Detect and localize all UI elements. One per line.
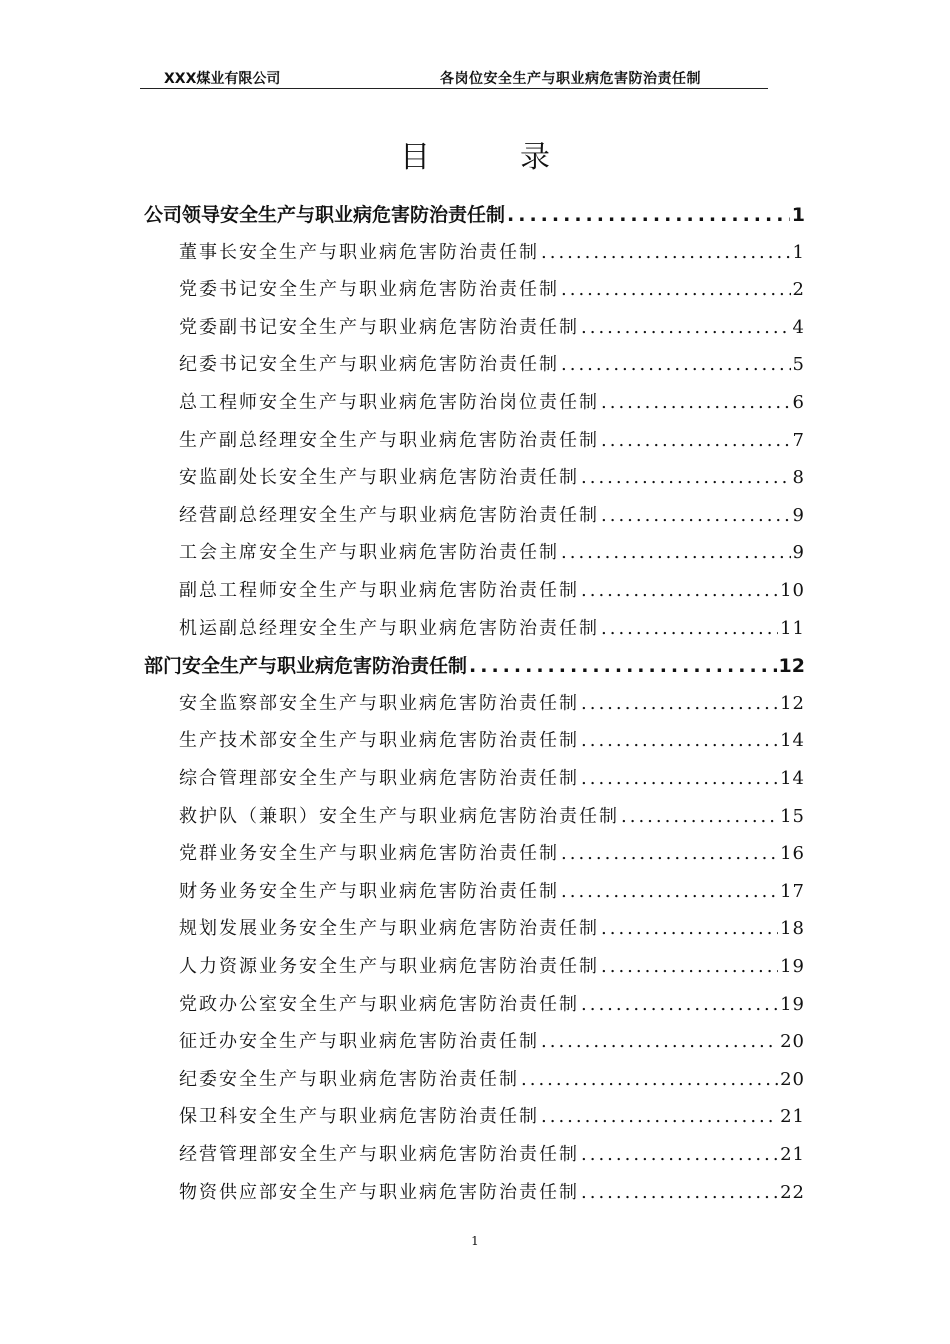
toc-dot-leader <box>601 918 778 939</box>
toc-dot-leader <box>521 1069 778 1090</box>
toc-dot-leader <box>581 1144 778 1165</box>
toc-entry-title: 物资供应部安全生产与职业病危害防治责任制 <box>179 1181 579 1203</box>
toc-entry-title: 救护队（兼职）安全生产与职业病危害防治责任制 <box>179 805 619 827</box>
toc-dot-leader <box>581 768 778 789</box>
toc-entry-title: 财务业务安全生产与职业病危害防治责任制 <box>179 880 559 902</box>
toc-entry-page: 12 <box>778 655 805 678</box>
toc-entry[interactable] <box>179 275 805 303</box>
toc-entry[interactable] <box>179 689 805 717</box>
toc-entry[interactable] <box>179 726 805 754</box>
toc-entry[interactable] <box>179 839 805 867</box>
toc-entry-title: 安全监察部安全生产与职业病危害防治责任制 <box>179 692 579 714</box>
toc-entry[interactable] <box>179 1065 805 1093</box>
toc-entry-page: 1 <box>792 241 805 263</box>
toc-entry-page: 19 <box>780 993 805 1015</box>
toc-entry[interactable] <box>179 877 805 905</box>
toc-entry-page: 9 <box>792 542 805 564</box>
toc-dot-leader <box>541 1031 778 1052</box>
toc-entry-page: 14 <box>780 768 805 789</box>
toc-entry-page: 10 <box>780 580 805 601</box>
toc-entry[interactable] <box>179 388 805 416</box>
toc-entry-title: 党群业务安全生产与职业病危害防治责任制 <box>179 843 559 865</box>
toc-entry-page: 18 <box>780 918 805 940</box>
toc-entry[interactable] <box>179 313 805 341</box>
toc-entry[interactable] <box>179 238 805 266</box>
toc-entry[interactable] <box>179 764 805 792</box>
toc-title <box>0 132 950 176</box>
toc-dot-leader <box>541 242 791 263</box>
page-header <box>140 66 768 89</box>
toc-entry-page: 9 <box>792 504 805 526</box>
toc-entry-page: 1 <box>791 204 805 226</box>
toc-dot-leader <box>581 994 778 1015</box>
toc-dot-leader <box>601 618 778 639</box>
toc-entry[interactable] <box>179 1140 805 1168</box>
toc-dot-leader <box>581 730 778 751</box>
toc-entry[interactable] <box>179 952 805 980</box>
toc-dot-leader <box>561 279 791 300</box>
toc-dot-leader <box>561 881 778 902</box>
toc-entry[interactable] <box>179 1027 805 1055</box>
toc-entry-page: 20 <box>780 1068 805 1090</box>
toc-entry[interactable] <box>179 802 805 830</box>
toc-entry-page: 19 <box>780 956 805 977</box>
toc-entry-title: 公司领导安全生产与职业病危害防治责任制 <box>144 204 506 226</box>
toc-dot-leader <box>601 392 791 413</box>
toc-entry-page: 7 <box>792 429 805 451</box>
toc-entry[interactable] <box>179 1178 805 1206</box>
toc-dot-leader <box>581 1182 778 1203</box>
toc-entry[interactable] <box>179 350 805 378</box>
toc-entry-title: 生产技术部安全生产与职业病危害防治责任制 <box>179 730 579 752</box>
toc-entry-title: 保卫科安全生产与职业病危害防治责任制 <box>179 1106 539 1128</box>
toc-entry-title: 党委副书记安全生产与职业病危害防治责任制 <box>179 316 579 338</box>
toc-dot-leader <box>561 542 791 563</box>
toc-entry-title: 征迁办安全生产与职业病危害防治责任制 <box>179 1031 539 1053</box>
toc-dot-leader <box>581 580 778 601</box>
toc-entry-title: 党政办公室安全生产与职业病危害防治责任制 <box>179 993 579 1015</box>
toc-entry[interactable] <box>179 538 805 566</box>
toc-entry-page: 12 <box>780 692 805 714</box>
toc-dot-leader <box>581 467 791 488</box>
toc-entry-title: 经营副总经理安全生产与职业病危害防治责任制 <box>179 504 599 526</box>
toc-entry-title: 总工程师安全生产与职业病危害防治岗位责任制 <box>179 392 599 413</box>
toc-dot-leader <box>581 693 778 714</box>
toc-entry-page: 5 <box>792 354 805 376</box>
toc-entry-page: 6 <box>792 392 805 413</box>
toc-title-char-1: 目 <box>400 140 430 175</box>
header-document-title: 各岗位安全生产与职业病危害防治责任制 <box>440 71 701 87</box>
toc-dot-leader <box>541 1106 778 1127</box>
toc-entry[interactable] <box>179 463 805 491</box>
toc-entry-page: 8 <box>792 467 805 489</box>
toc-dot-leader <box>601 430 791 451</box>
toc-entry-title: 经营管理部安全生产与职业病危害防治责任制 <box>179 1144 579 1165</box>
toc-dot-leader <box>561 843 778 864</box>
toc-entry-title: 部门安全生产与职业病危害防治责任制 <box>144 655 468 678</box>
toc-entry-title: 规划发展业务安全生产与职业病危害防治责任制 <box>179 918 599 940</box>
toc-entry-page: 20 <box>780 1031 805 1053</box>
toc-title-char-2: 录 <box>520 140 550 175</box>
toc-entry-page: 15 <box>780 805 805 827</box>
toc-dot-leader <box>601 505 791 526</box>
toc-entry-title: 生产副总经理安全生产与职业病危害防治责任制 <box>179 429 599 451</box>
toc-entry-page: 4 <box>792 316 805 338</box>
toc-entry[interactable] <box>179 501 805 529</box>
toc-entry[interactable] <box>179 1102 805 1130</box>
toc-section-entry[interactable] <box>144 651 805 679</box>
toc-dot-leader <box>621 806 778 827</box>
toc-dot-leader <box>601 956 778 977</box>
toc-entry-page: 11 <box>780 617 805 639</box>
toc-entry[interactable] <box>179 426 805 454</box>
toc-entry-title: 工会主席安全生产与职业病危害防治责任制 <box>179 542 559 564</box>
toc-entry-page: 21 <box>780 1144 805 1165</box>
toc-dot-leader <box>469 655 777 677</box>
toc-entry-page: 17 <box>780 880 805 902</box>
toc-entry-page: 14 <box>780 730 805 752</box>
toc-entry-title: 纪委安全生产与职业病危害防治责任制 <box>179 1068 519 1090</box>
page-number: 1 <box>471 1234 479 1248</box>
toc-entry-title: 董事长安全生产与职业病危害防治责任制 <box>179 241 539 263</box>
toc-entry-title: 机运副总经理安全生产与职业病危害防治责任制 <box>179 617 599 639</box>
toc-entry-title: 人力资源业务安全生产与职业病危害防治责任制 <box>179 956 599 977</box>
header-company-name: XXX煤业有限公司 <box>164 71 281 87</box>
toc-section-entry[interactable] <box>144 200 805 228</box>
toc-dot-leader <box>561 354 791 375</box>
toc-entry-page: 22 <box>780 1181 805 1203</box>
toc-dot-leader <box>507 204 790 226</box>
toc-entry[interactable] <box>179 990 805 1018</box>
toc-entry-page: 2 <box>792 279 805 301</box>
toc-entry-title: 副总工程师安全生产与职业病危害防治责任制 <box>179 580 579 601</box>
toc-entry-page: 21 <box>780 1106 805 1128</box>
toc-entry-title: 纪委书记安全生产与职业病危害防治责任制 <box>179 354 559 376</box>
toc-entry[interactable] <box>179 914 805 942</box>
toc-entry-title: 安监副处长安全生产与职业病危害防治责任制 <box>179 467 579 489</box>
toc-entry-page: 16 <box>780 843 805 865</box>
toc-dot-leader <box>581 317 791 338</box>
toc-entry[interactable] <box>179 614 805 642</box>
toc-entry-title: 党委书记安全生产与职业病危害防治责任制 <box>179 279 559 301</box>
toc-entry-title: 综合管理部安全生产与职业病危害防治责任制 <box>179 768 579 789</box>
toc-entry[interactable] <box>179 576 805 604</box>
